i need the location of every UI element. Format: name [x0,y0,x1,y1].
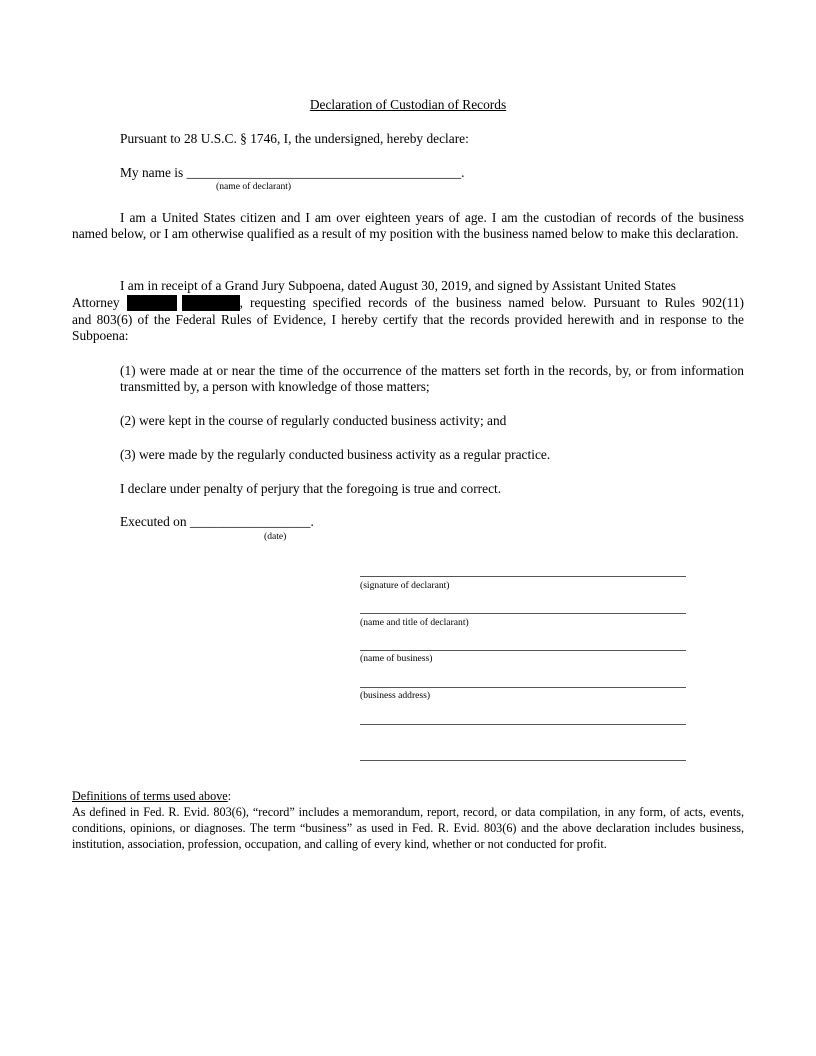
signature-caption: (signature of declarant) [360,580,450,591]
definitions-colon: : [227,789,232,803]
item-3: (3) were made by the regularly conducted business activity as a regular practice. [120,447,551,462]
executed-line [120,514,314,530]
name-line [120,165,464,181]
citizenship-paragraph: I am a United States citizen and I am over eighteen years of age. I am the custodian of records of the business named below, or I am otherwise qualified as a result of my position with the business named below to make this declaration. [72,210,744,241]
executed-blank: __________________. [189,514,314,529]
redaction-block [182,295,240,311]
executed-prefix: Executed on [120,514,187,529]
address-line-3 [360,760,686,761]
definitions-heading-text: Definitions of terms used above [72,789,228,803]
item-1: (1) were made at or near the time of the occurrence of the matters set forth in the records, by, or from information transmitted by, a person with knowledge of those matters; [120,363,744,394]
item-2: (2) were kept in the course of regularly conducted business activity; and [120,413,507,428]
intro-statement: Pursuant to 28 U.S.C. § 1746, I, the undersigned, hereby declare: [120,131,469,146]
name-blank: _________________________________________. [186,165,465,180]
penalty-statement: I declare under penalty of perjury that the foregoing is true and correct. [120,481,502,496]
name-caption: (name of declarant) [216,181,292,192]
definitions-heading [72,788,231,804]
name-title-line [360,613,686,614]
definitions-body: As defined in Fed. R. Evid. 803(6), “record” includes a memorandum, report, record, or data compilation, in any form, of acts, events, conditions, opinions, or diagnoses. The term “business” as used in Fed. R. Evid. 803(6) and the above declaration includes business, institution, association, profession, occupation, and calling of every kind, whether or not conducted for profit. [72,805,744,851]
redaction-block [127,295,177,311]
name-title-caption: (name and title of declarant) [360,617,469,628]
name-prefix: My name is [120,165,184,180]
signature-line [360,576,686,577]
subpoena-attorney-line [72,295,744,311]
document-title: Declaration of Custodian of Records [309,97,507,112]
business-name-caption: (name of business) [360,653,433,664]
attorney-after-redaction: , requesting specified records of the business named below. Pursuant to Rules 902(11) [239,295,745,310]
attorney-label: Attorney [72,295,120,310]
business-address-caption: (business address) [360,690,431,701]
subpoena-rest: and 803(6) of the Federal Rules of Evidence, I hereby certify that the records provided herewith and in response to the Subpoena: [72,312,744,343]
address-line-2 [360,724,686,725]
date-caption: (date) [264,531,287,542]
subpoena-first-line: I am in receipt of a Grand Jury Subpoena, dated August 30, 2019, and signed by Assistant United States [120,278,676,293]
business-name-line [360,650,686,651]
business-address-line [360,687,686,688]
